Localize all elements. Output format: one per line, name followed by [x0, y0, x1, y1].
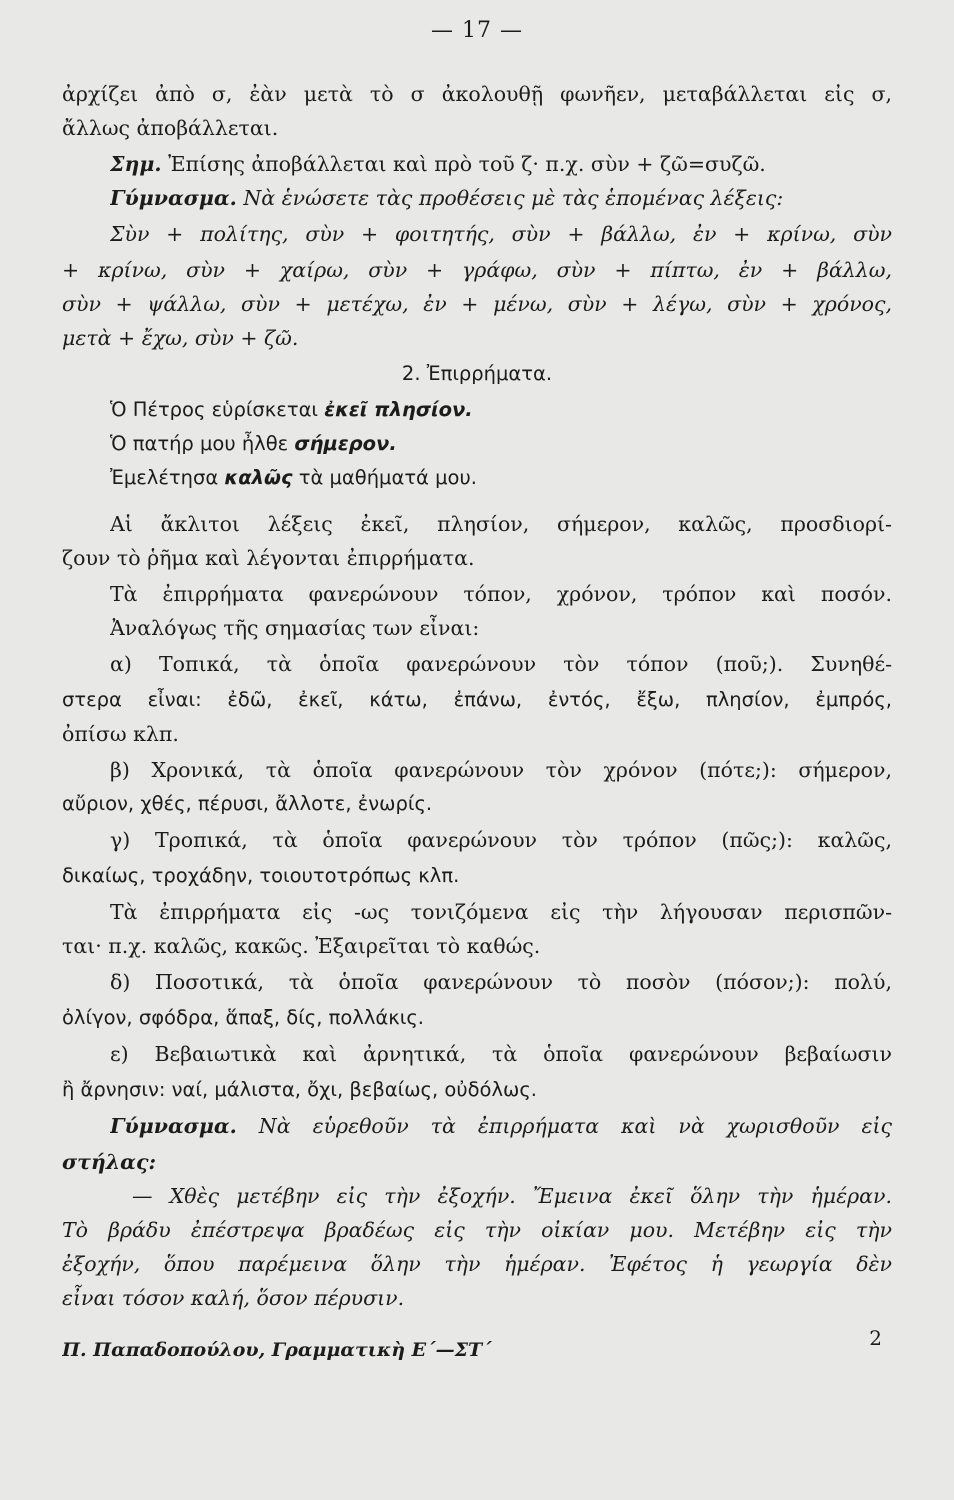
- body-line-17: ἢ ἄρνησιν: ναί, μάλιστα, ὄχι, βεβαίως, οὐδόλως.: [62, 1078, 537, 1101]
- body-line-6: στερα εἶναι: ἐδῶ, ἐκεῖ, κάτω, ἐπάνω, ἐντός, ἔξω, πλησίον, ἐμπρός,: [62, 688, 892, 711]
- body-line-11: δικαίως, τροχάδην, τοιουτοτρόπως κλπ.: [62, 864, 460, 887]
- body-line-9: αὔριον, χθές, πέρυσι, ἄλλοτε, ἐνωρίς.: [62, 792, 433, 815]
- example-1-adverb: ἐκεῖ πλησίον.: [324, 398, 473, 421]
- exercise1-line-1: Νὰ ἑνώσετε τὰς προθέσεις μὲ τὰς ἑπομένας λέξεις:: [236, 186, 784, 210]
- body-line-13: ται· π.χ. καλῶς, κακῶς. Ἐξαιρεῖται τὸ καθώς.: [62, 934, 541, 958]
- note-label: Σημ.: [110, 152, 162, 176]
- note-paragraph: [110, 150, 892, 178]
- body-line-2: ζουν τὸ ῥῆμα καὶ λέγονται ἐπιρρήματα.: [62, 546, 475, 570]
- body-line-4: Ἀναλόγως τῆς σημασίας των εἶναι:: [110, 616, 480, 640]
- example-3: [110, 464, 892, 492]
- intro-line-1: ἀρχίζει ἀπὸ σ, ἐὰν μετὰ τὸ σ ἀκολουθῇ φωνῆεν, μεταβάλλεται εἰς σ,: [62, 82, 892, 106]
- body-line-7: ὀπίσω κλπ.: [62, 722, 179, 746]
- example-3-adverb: καλῶς: [224, 466, 293, 489]
- body-line-3: Τὰ ἐπιρρήματα φανερώνουν τόπον, χρόνον, τρόπον καὶ ποσόν.: [110, 582, 892, 606]
- exercise1-line-3: + κρίνω, σὺν + χαίρω, σὺν + γράφω, σὺν + πίπτω, ἐν + βάλλω,: [62, 258, 892, 282]
- intro-line-2: ἄλλως ἀποβάλλεται.: [62, 116, 279, 140]
- body-line-1: Αἱ ἄκλιτοι λέξεις ἐκεῖ, πλησίον, σήμερον, καλῶς, προσδιορί-: [110, 512, 892, 536]
- example-3-text: Ἐμελέτησα: [110, 466, 225, 489]
- body-line-8: β) Χρονικά, τὰ ὁποῖα φανερώνουν τὸν χρόνον (πότε;): σήμερον,: [110, 758, 892, 782]
- exercise2-line-1: Νὰ εὑρεθοῦν τὰ ἐπιρρήματα καὶ νὰ χωρισθοῦν εἰς: [236, 1114, 892, 1138]
- sheet-number: 2: [869, 1326, 882, 1350]
- exercise2-line-2: στήλας:: [62, 1150, 157, 1174]
- body-line-14: δ) Ποσοτικά, τὰ ὁποῖα φανερώνουν τὸ ποσὸν (πόσον;): πολύ,: [110, 970, 892, 994]
- exercise1-line-4: σὺν + ψάλλω, σὺν + μετέχω, ἐν + μένω, σὺν + λέγω, σὺν + χρόνος,: [62, 292, 892, 316]
- body-line-12: Τὰ ἐπιρρήματα εἰς -ως τονιζόμενα εἰς τὴν λήγουσαν περισπῶν-: [110, 900, 892, 924]
- exercise2-line-6: εἶναι τόσον καλή, ὅσον πέρυσιν.: [62, 1286, 405, 1310]
- exercise1-label: Γύμνασμα.: [110, 186, 237, 210]
- example-1: [110, 396, 892, 424]
- example-2-text: Ὁ πατήρ μου ἦλθε: [110, 432, 295, 455]
- body-line-16: ε) Βεβαιωτικὰ καὶ ἀρνητικά, τὰ ὁποῖα φανερώνουν βεβαίωσιν: [110, 1042, 892, 1066]
- example-2: [110, 430, 892, 458]
- example-3-tail: τὰ μαθήματά μου.: [292, 466, 477, 489]
- exercise2-label: Γύμνασμα.: [110, 1114, 237, 1138]
- exercise2-line-3: — Χθὲς μετέβην εἰς τὴν ἐξοχήν. Ἔμεινα ἐκεῖ ὅλην τὴν ἡμέραν.: [132, 1184, 892, 1208]
- example-2-adverb: σήμερον.: [294, 432, 397, 455]
- exercise1-intro: [110, 184, 892, 212]
- body-line-15: ὀλίγον, σφόδρα, ἅπαξ, δίς, πολλάκις.: [62, 1006, 424, 1029]
- exercise2-intro: [110, 1112, 892, 1140]
- section-heading: 2. Ἐπιρρήματα.: [401, 362, 553, 385]
- footer-signature: Π. Παπαδοπούλου, Γραμματικὴ Ε΄—ΣΤ΄: [62, 1339, 492, 1361]
- exercise2-line-4: Τὸ βράδυ ἐπέστρεψα βραδέως εἰς τὴν οἰκίαν μου. Μετέβην εἰς τὴν: [62, 1218, 892, 1242]
- exercise2-line-5: ἐξοχήν, ὅπου παρέμεινα ὅλην τὴν ἡμέραν. Ἐφέτος ἡ γεωργία δὲν: [62, 1252, 892, 1276]
- page-number: — 17 —: [431, 18, 523, 43]
- note-text: Ἐπίσης ἀποβάλλεται καὶ πρὸ τοῦ ζ· π.χ. σὺν + ζῶ=συζῶ.: [161, 152, 766, 176]
- exercise1-line-5: μετὰ + ἔχω, σὺν + ζῶ.: [62, 326, 299, 350]
- body-line-5: α) Τοπικά, τὰ ὁποῖα φανερώνουν τὸν τόπον (ποῦ;). Συνηθέ-: [110, 652, 892, 676]
- example-1-text: Ὁ Πέτρος εὑρίσκεται: [110, 398, 325, 421]
- exercise1-line-2: Σὺν + πολίτης, σὺν + φοιτητής, σὺν + βάλλω, ἐν + κρίνω, σὺν: [110, 222, 892, 246]
- body-line-10: γ) Τροπικά, τὰ ὁποῖα φανερώνουν τὸν τρόπον (πῶς;): καλῶς,: [110, 828, 892, 852]
